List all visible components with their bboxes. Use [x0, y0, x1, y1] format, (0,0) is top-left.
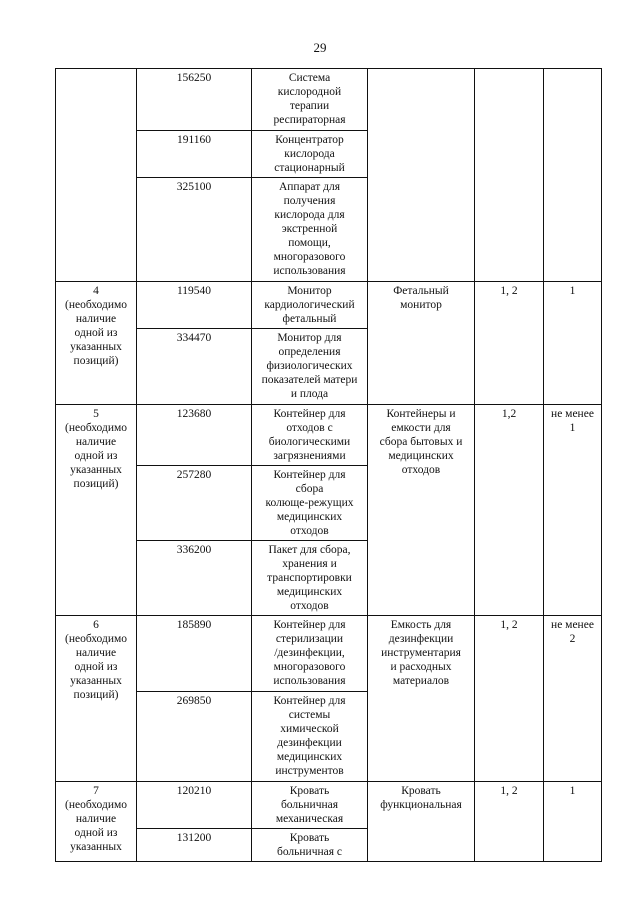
- group-quantity-cell: 1: [544, 282, 602, 405]
- group-position-cell: 1, 2: [475, 616, 544, 782]
- equipment-table: [55, 68, 602, 862]
- group-quantity-cell: не менее 2: [544, 616, 602, 782]
- item-name-cell: Монитор для определения физиологических показателей матери и плода: [252, 329, 368, 405]
- item-name-cell: Концентратор кислорода стационарный: [252, 131, 368, 178]
- item-code-cell: 131200: [137, 829, 252, 862]
- item-name-cell: Контейнер для сбора колюще-режущих медицинских отходов: [252, 466, 368, 541]
- item-code-cell: 156250: [137, 69, 252, 131]
- group-function-cell: Контейнеры и емкости для сбора бытовых и медицинских отходов: [368, 405, 475, 616]
- group-position-cell: 1, 2: [475, 782, 544, 862]
- item-name-cell: Аппарат для получения кислорода для экстренной помощи, многоразового использования: [252, 178, 368, 282]
- group-number-cell: 4 (необходимо наличие одной из указанных позиций): [56, 282, 137, 405]
- item-code-cell: 120210: [137, 782, 252, 829]
- group-function-cell: Кровать функциональная: [368, 782, 475, 862]
- item-code-cell: 336200: [137, 541, 252, 616]
- group-number-cell: [56, 69, 137, 282]
- item-name-cell: Кровать больничная механическая: [252, 782, 368, 829]
- item-name-cell: Контейнер для стерилизации /дезинфекции, многоразового использования: [252, 616, 368, 692]
- item-name-cell: Пакет для сбора, хранения и транспортировки медицинских отходов: [252, 541, 368, 616]
- group-position-cell: 1, 2: [475, 282, 544, 405]
- table-row: [56, 69, 602, 131]
- group-quantity-cell: [544, 69, 602, 282]
- item-code-cell: 185890: [137, 616, 252, 692]
- table-row: [56, 282, 602, 329]
- group-quantity-cell: не менее 1: [544, 405, 602, 616]
- group-function-cell: [368, 69, 475, 282]
- item-code-cell: 325100: [137, 178, 252, 282]
- group-quantity-cell: 1: [544, 782, 602, 862]
- item-code-cell: 191160: [137, 131, 252, 178]
- item-name-cell: Система кислородной терапии респираторная: [252, 69, 368, 131]
- group-number-cell: 7 (необходимо наличие одной из указанных: [56, 782, 137, 862]
- item-code-cell: 257280: [137, 466, 252, 541]
- item-name-cell: Монитор кардиологический фетальный: [252, 282, 368, 329]
- item-code-cell: 334470: [137, 329, 252, 405]
- table-row: [56, 782, 602, 829]
- item-code-cell: 119540: [137, 282, 252, 329]
- group-position-cell: 1,2: [475, 405, 544, 616]
- group-number-cell: 6 (необходимо наличие одной из указанных позиций): [56, 616, 137, 782]
- item-name-cell: Контейнер для системы химической дезинфекции медицинских инструментов: [252, 692, 368, 782]
- item-code-cell: 269850: [137, 692, 252, 782]
- group-function-cell: Фетальный монитор: [368, 282, 475, 405]
- item-code-cell: 123680: [137, 405, 252, 466]
- page-number: 29: [313, 40, 327, 55]
- item-name-cell: Кровать больничная с: [252, 829, 368, 862]
- group-position-cell: [475, 69, 544, 282]
- table-row: [56, 405, 602, 466]
- group-number-cell: 5 (необходимо наличие одной из указанных позиций): [56, 405, 137, 616]
- group-function-cell: Емкость для дезинфекции инструментария и расходных материалов: [368, 616, 475, 782]
- table-row: [56, 616, 602, 692]
- item-name-cell: Контейнер для отходов с биологическими загрязнениями: [252, 405, 368, 466]
